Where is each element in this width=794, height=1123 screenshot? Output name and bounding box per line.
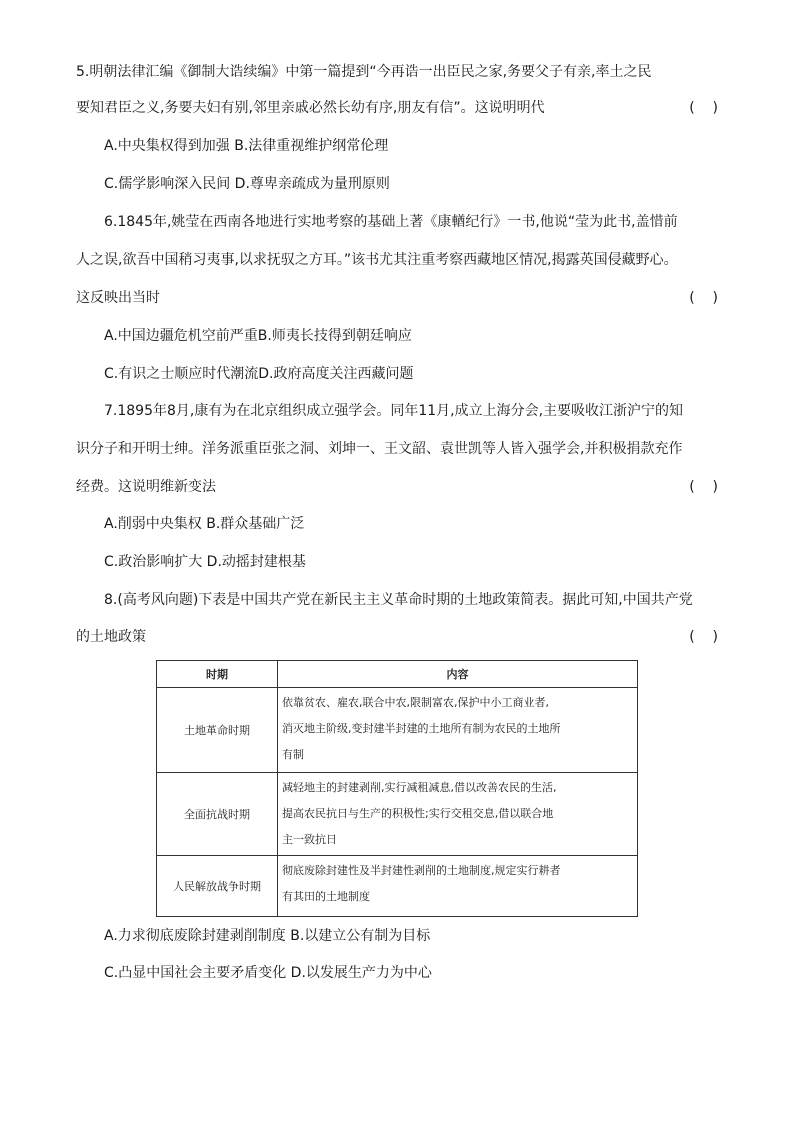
content-line: 提高农民抗日与生产的积极性;实行交租交息,借以联合地 [282, 807, 554, 820]
period-cell: 人民解放战争时期 [157, 856, 278, 917]
question-8-line-1: 8.(高考风向题)下表是中国共产党在新民主主义革命时期的土地政策简表。据此可知,中国共产党 [104, 592, 693, 608]
table-row [157, 856, 638, 917]
content-line: 有制 [282, 748, 304, 761]
land-policy-table [156, 660, 638, 917]
question-6-answer-blank: ( ) [689, 290, 718, 306]
question-8-line-2: 的土地政策 [76, 629, 146, 645]
header-content: 内容 [278, 661, 638, 688]
content-line: 彻底废除封建性及半封建性剥削的土地制度,规定实行耕者 [282, 864, 561, 877]
question-6-options-ab: A.中国边疆危机空前严重B.师夷长技得到朝廷响应 [104, 328, 412, 344]
question-5-options-ab: A.中央集权得到加强 B.法律重视维护纲常伦理 [104, 138, 389, 154]
question-7-answer-blank: ( ) [689, 479, 718, 495]
question-6-line-1: 6.1845年,姚莹在西南各地进行实地考察的基础上著《康輶纪行》一书,他说“莹为此书,盖惜前 [104, 214, 678, 230]
question-8-answer-blank: ( ) [689, 629, 718, 645]
header-period: 时期 [157, 661, 278, 688]
question-7-options-ab: A.削弱中央集权 B.群众基础广泛 [104, 516, 305, 532]
question-8-options-ab: A.力求彻底废除封建剥削制度 B.以建立公有制为目标 [104, 928, 431, 944]
table-header-row [157, 661, 638, 688]
content-cell [278, 773, 638, 856]
content-line: 减轻地主的封建剥削,实行减租减息,借以改善农民的生活, [282, 781, 557, 794]
question-8-options-cd: C.凸显中国社会主要矛盾变化 D.以发展生产力为中心 [104, 965, 432, 981]
question-5-options-cd: C.儒学影响深入民间 D.尊卑亲疏成为量刑原则 [104, 176, 390, 192]
question-6-line-3: 这反映出当时 [76, 290, 160, 306]
period-cell: 土地革命时期 [157, 688, 278, 773]
question-5-line-2: 要知君臣之义,务要夫妇有别,邻里亲戚必然长幼有序,朋友有信”。这说明明代 [76, 100, 545, 116]
content-line: 依靠贫农、雇农,联合中农,限制富农,保护中小工商业者, [282, 696, 549, 709]
table-row [157, 773, 638, 856]
question-5-line-1: 5.明朝法律汇编《御制大诰续编》中第一篇提到“今再诰一出臣民之家,务要父子有亲,率土之民 [76, 64, 652, 80]
content-cell [278, 856, 638, 917]
period-cell: 全面抗战时期 [157, 773, 278, 856]
content-cell [278, 688, 638, 773]
question-5-answer-blank: ( ) [689, 100, 718, 116]
question-7-line-1: 7.1895年8月,康有为在北京组织成立强学会。同年11月,成立上海分会,主要吸收江浙沪宁的知 [104, 403, 684, 419]
question-7-line-2: 识分子和开明士绅。洋务派重臣张之洞、刘坤一、王文韶、袁世凯等人皆入强学会,并积极捐款充作 [76, 441, 683, 457]
question-6-options-cd: C.有识之士顺应时代潮流D.政府高度关注西藏问题 [104, 366, 414, 382]
question-6-line-2: 人之误,欲吾中国稍习夷事,以求抚驭之方耳。”该书尤其注重考察西藏地区情况,揭露英国侵藏野心。 [76, 252, 678, 268]
content-line: 有其田的土地制度 [282, 890, 370, 903]
content-line: 消灭地主阶级,变封建半封建的土地所有制为农民的土地所 [282, 722, 561, 735]
question-7-options-cd: C.政治影响扩大 D.动摇封建根基 [104, 554, 306, 570]
table-row [157, 688, 638, 773]
question-7-line-3: 经费。这说明维新变法 [76, 479, 216, 495]
content-line: 主一致抗日 [282, 833, 337, 846]
